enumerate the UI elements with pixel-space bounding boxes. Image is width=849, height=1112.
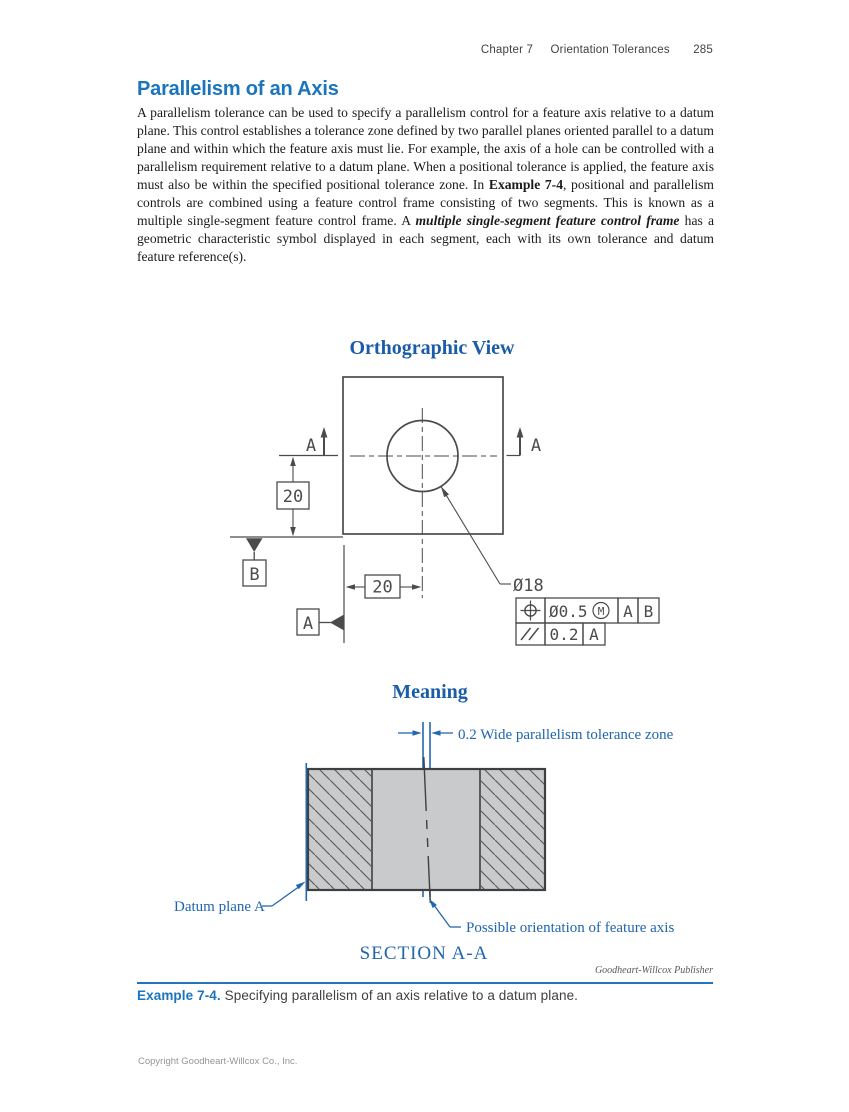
- body-bold-reference: Example 7-4: [488, 177, 563, 192]
- caption-label: Example 7-4.: [137, 988, 221, 1003]
- arrow-right-icon: [412, 584, 421, 590]
- meaning-heading: Meaning: [392, 681, 468, 703]
- copyright-notice: Copyright Goodheart-Willcox Co., Inc.: [138, 1056, 298, 1067]
- position-datum-2: B: [643, 602, 654, 621]
- mmc-letter: M: [597, 605, 605, 618]
- figure-caption: [137, 988, 737, 1003]
- arrow-down-icon: [290, 527, 296, 536]
- datum-triangle-icon: [330, 615, 344, 631]
- orthographic-view-heading: Orthographic View: [349, 337, 515, 359]
- arrow-up-icon: [321, 427, 328, 438]
- cutting-label-right: A: [530, 436, 542, 456]
- publisher-credit: Goodheart-Willcox Publisher: [594, 965, 713, 976]
- axis-orientation-label-group: [429, 899, 675, 937]
- vertical-dim-value: 20: [282, 487, 304, 507]
- cutting-plane-arrow-right: [507, 427, 542, 456]
- cutting-plane-arrow-left: [279, 427, 338, 456]
- parallelism-datum: A: [589, 625, 599, 644]
- body-paragraph: [137, 104, 714, 266]
- arrow-right-icon: [413, 730, 422, 735]
- body-key-term: multiple single-segment feature control frame: [415, 213, 680, 228]
- running-header: [481, 44, 713, 56]
- section-view-title: SECTION A-A: [359, 943, 489, 964]
- hole-diameter-note: Ø18: [513, 576, 544, 596]
- position-symbol-icon: [521, 601, 541, 621]
- mmc-modifier-icon: [593, 603, 609, 619]
- part-outline: [343, 377, 503, 534]
- arrow-up-icon: [517, 427, 524, 438]
- section-label: Orientation Tolerances: [550, 44, 670, 56]
- body-segment: , positional and parallelism controls are combined using a feature control frame consisting of two segments. This is known as a multiple single-segment feature control frame. A: [137, 177, 714, 228]
- basic-dimension-vertical-20: [277, 457, 309, 536]
- page-number: 285: [693, 44, 713, 56]
- hatch-area-right: [481, 770, 544, 889]
- datum-a-letter: A: [302, 614, 314, 634]
- datum-feature-symbol-a: [297, 609, 344, 635]
- body-segment: has a geometric characteristic symbol displayed in each segment, each with its own tolerance and datum feature reference(s).: [137, 213, 715, 264]
- body-segment: A parallelism tolerance can be used to specify a parallelism control for a feature axis relative to a datum plane. This control establishes a tolerance zone defined by two parallel planes oriented parallel to a datum plane and within which the feature axis must lie. For example, the axis of a hole can be controlled with a parallelism requirement relative to a datum plane. When a positional tolerance is applied, the feature axis must also be within the specified positional tolerance zone. In: [137, 105, 714, 192]
- datum-b-letter: B: [249, 565, 260, 585]
- parallelism-symbol-icon: [521, 628, 539, 640]
- hatch-area-left: [309, 770, 371, 889]
- meaning-drawing: [140, 714, 720, 969]
- page-title: Parallelism of an Axis: [137, 78, 339, 100]
- parallelism-tolerance-value: 0.2: [549, 625, 579, 644]
- hole-leader: [441, 486, 544, 596]
- feature-control-frame: [516, 598, 659, 645]
- datum-triangle-icon: [246, 538, 263, 552]
- cutting-label-left: A: [305, 436, 317, 456]
- zone-dimension-callout: [398, 727, 674, 743]
- horizontal-dim-value: 20: [372, 577, 393, 598]
- caption-divider: [137, 982, 713, 984]
- leader-arrow-icon: [441, 486, 449, 497]
- zone-width-label: 0.2 Wide parallelism tolerance zone: [458, 727, 674, 743]
- datum-feature-symbol-b: [243, 538, 266, 586]
- datum-plane-label-group: [174, 882, 306, 916]
- datum-plane-label: Datum plane A: [174, 899, 265, 915]
- axis-orientation-label: Possible orientation of feature axis: [466, 920, 675, 936]
- caption-text: Specifying parallelism of an axis relative to a datum plane.: [220, 988, 579, 1003]
- orthographic-drawing: [228, 368, 672, 660]
- position-datum-1: A: [623, 602, 633, 621]
- basic-dimension-horizontal-20: [346, 575, 422, 598]
- chapter-label: Chapter 7: [480, 44, 534, 56]
- position-tolerance-value: Ø0.5: [549, 602, 588, 621]
- fcf-parallelism-symbol-cell: [516, 623, 545, 645]
